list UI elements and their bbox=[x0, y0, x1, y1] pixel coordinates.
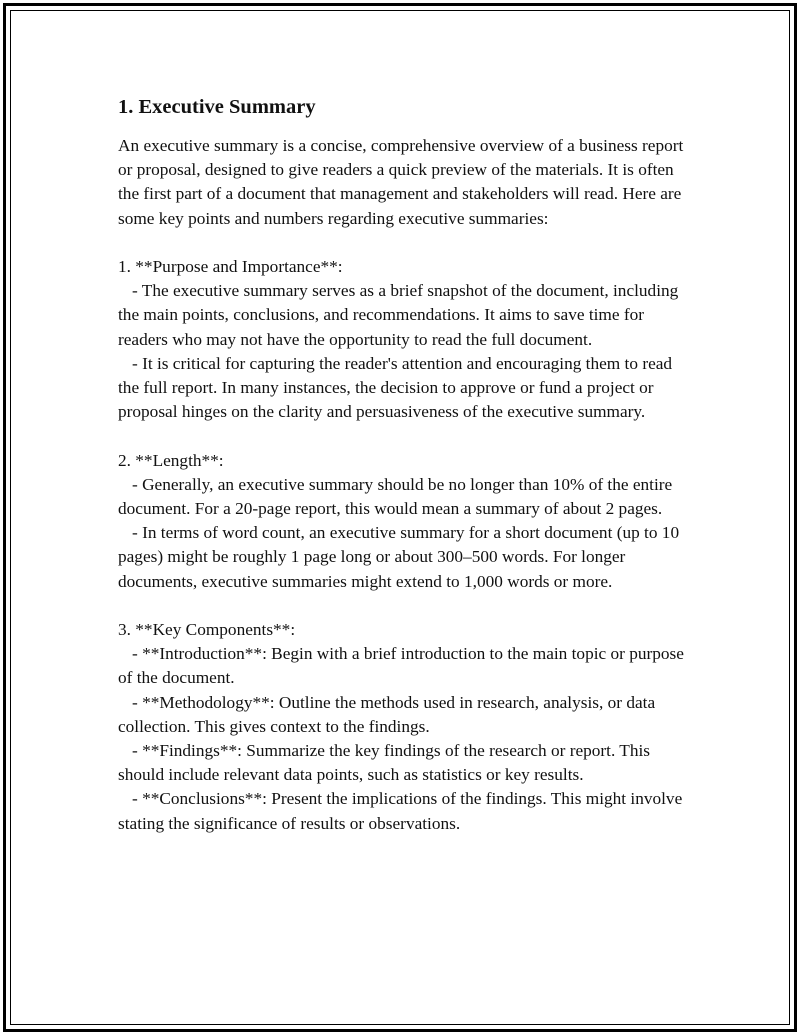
bullet-item: - In terms of word count, an executive summary for a short document (up to 10 pages) might be roughly 1 page long or about 300–500 words. For longer documents, executive summaries might extend to 1,000 words or more. bbox=[118, 523, 684, 591]
bullet-item: - It is critical for capturing the reader's attention and encouraging them to read the full report. In many instances, the decision to approve or fund a project or proposal hinges on the clarity and persuasiveness of the executive summary. bbox=[118, 353, 677, 422]
bullet-item: - **Conclusions**: Present the implications of the findings. This might involve stating the significance of results or observations. bbox=[118, 789, 687, 833]
section-length bbox=[118, 449, 693, 594]
bullet-item: - **Findings**: Summarize the key findings of the research or report. This should include relevant data points, such as statistics or key results. bbox=[118, 741, 655, 785]
section-title: 2. **Length**: bbox=[118, 450, 224, 470]
spacer bbox=[118, 594, 693, 618]
document-body bbox=[118, 94, 693, 836]
section-title: 3. **Key Components**: bbox=[118, 620, 296, 640]
bullet-item: - The executive summary serves as a brief snapshot of the document, including the main points, conclusions, and recommendations. It aims to save time for readers who may not have the opportunity to read the full document. bbox=[118, 281, 683, 349]
section-heading: 1. Executive Summary bbox=[118, 96, 316, 118]
section-key-components bbox=[118, 618, 693, 836]
section-title: 1. **Purpose and Importance**: bbox=[118, 257, 343, 276]
spacer bbox=[118, 231, 693, 255]
spacer bbox=[118, 424, 693, 448]
intro-paragraph: An executive summary is a concise, comprehensive overview of a business report or proposal, designed to give readers a quick preview of the materials. It is often the first part of a document that management and stakeholders will read. Here are some key points and numbers regarding executive summaries: bbox=[118, 136, 688, 228]
bullet-item: - **Methodology**: Outline the methods used in research, analysis, or data collection. This gives context to the findings. bbox=[118, 692, 660, 736]
bullet-item: - Generally, an executive summary should be no longer than 10% of the entire document. For a 20-page report, this would mean a summary of about 2 pages. bbox=[118, 474, 677, 519]
bullet-item: - **Introduction**: Begin with a brief introduction to the main topic or purpose of the document. bbox=[118, 644, 689, 688]
section-purpose bbox=[118, 255, 693, 424]
